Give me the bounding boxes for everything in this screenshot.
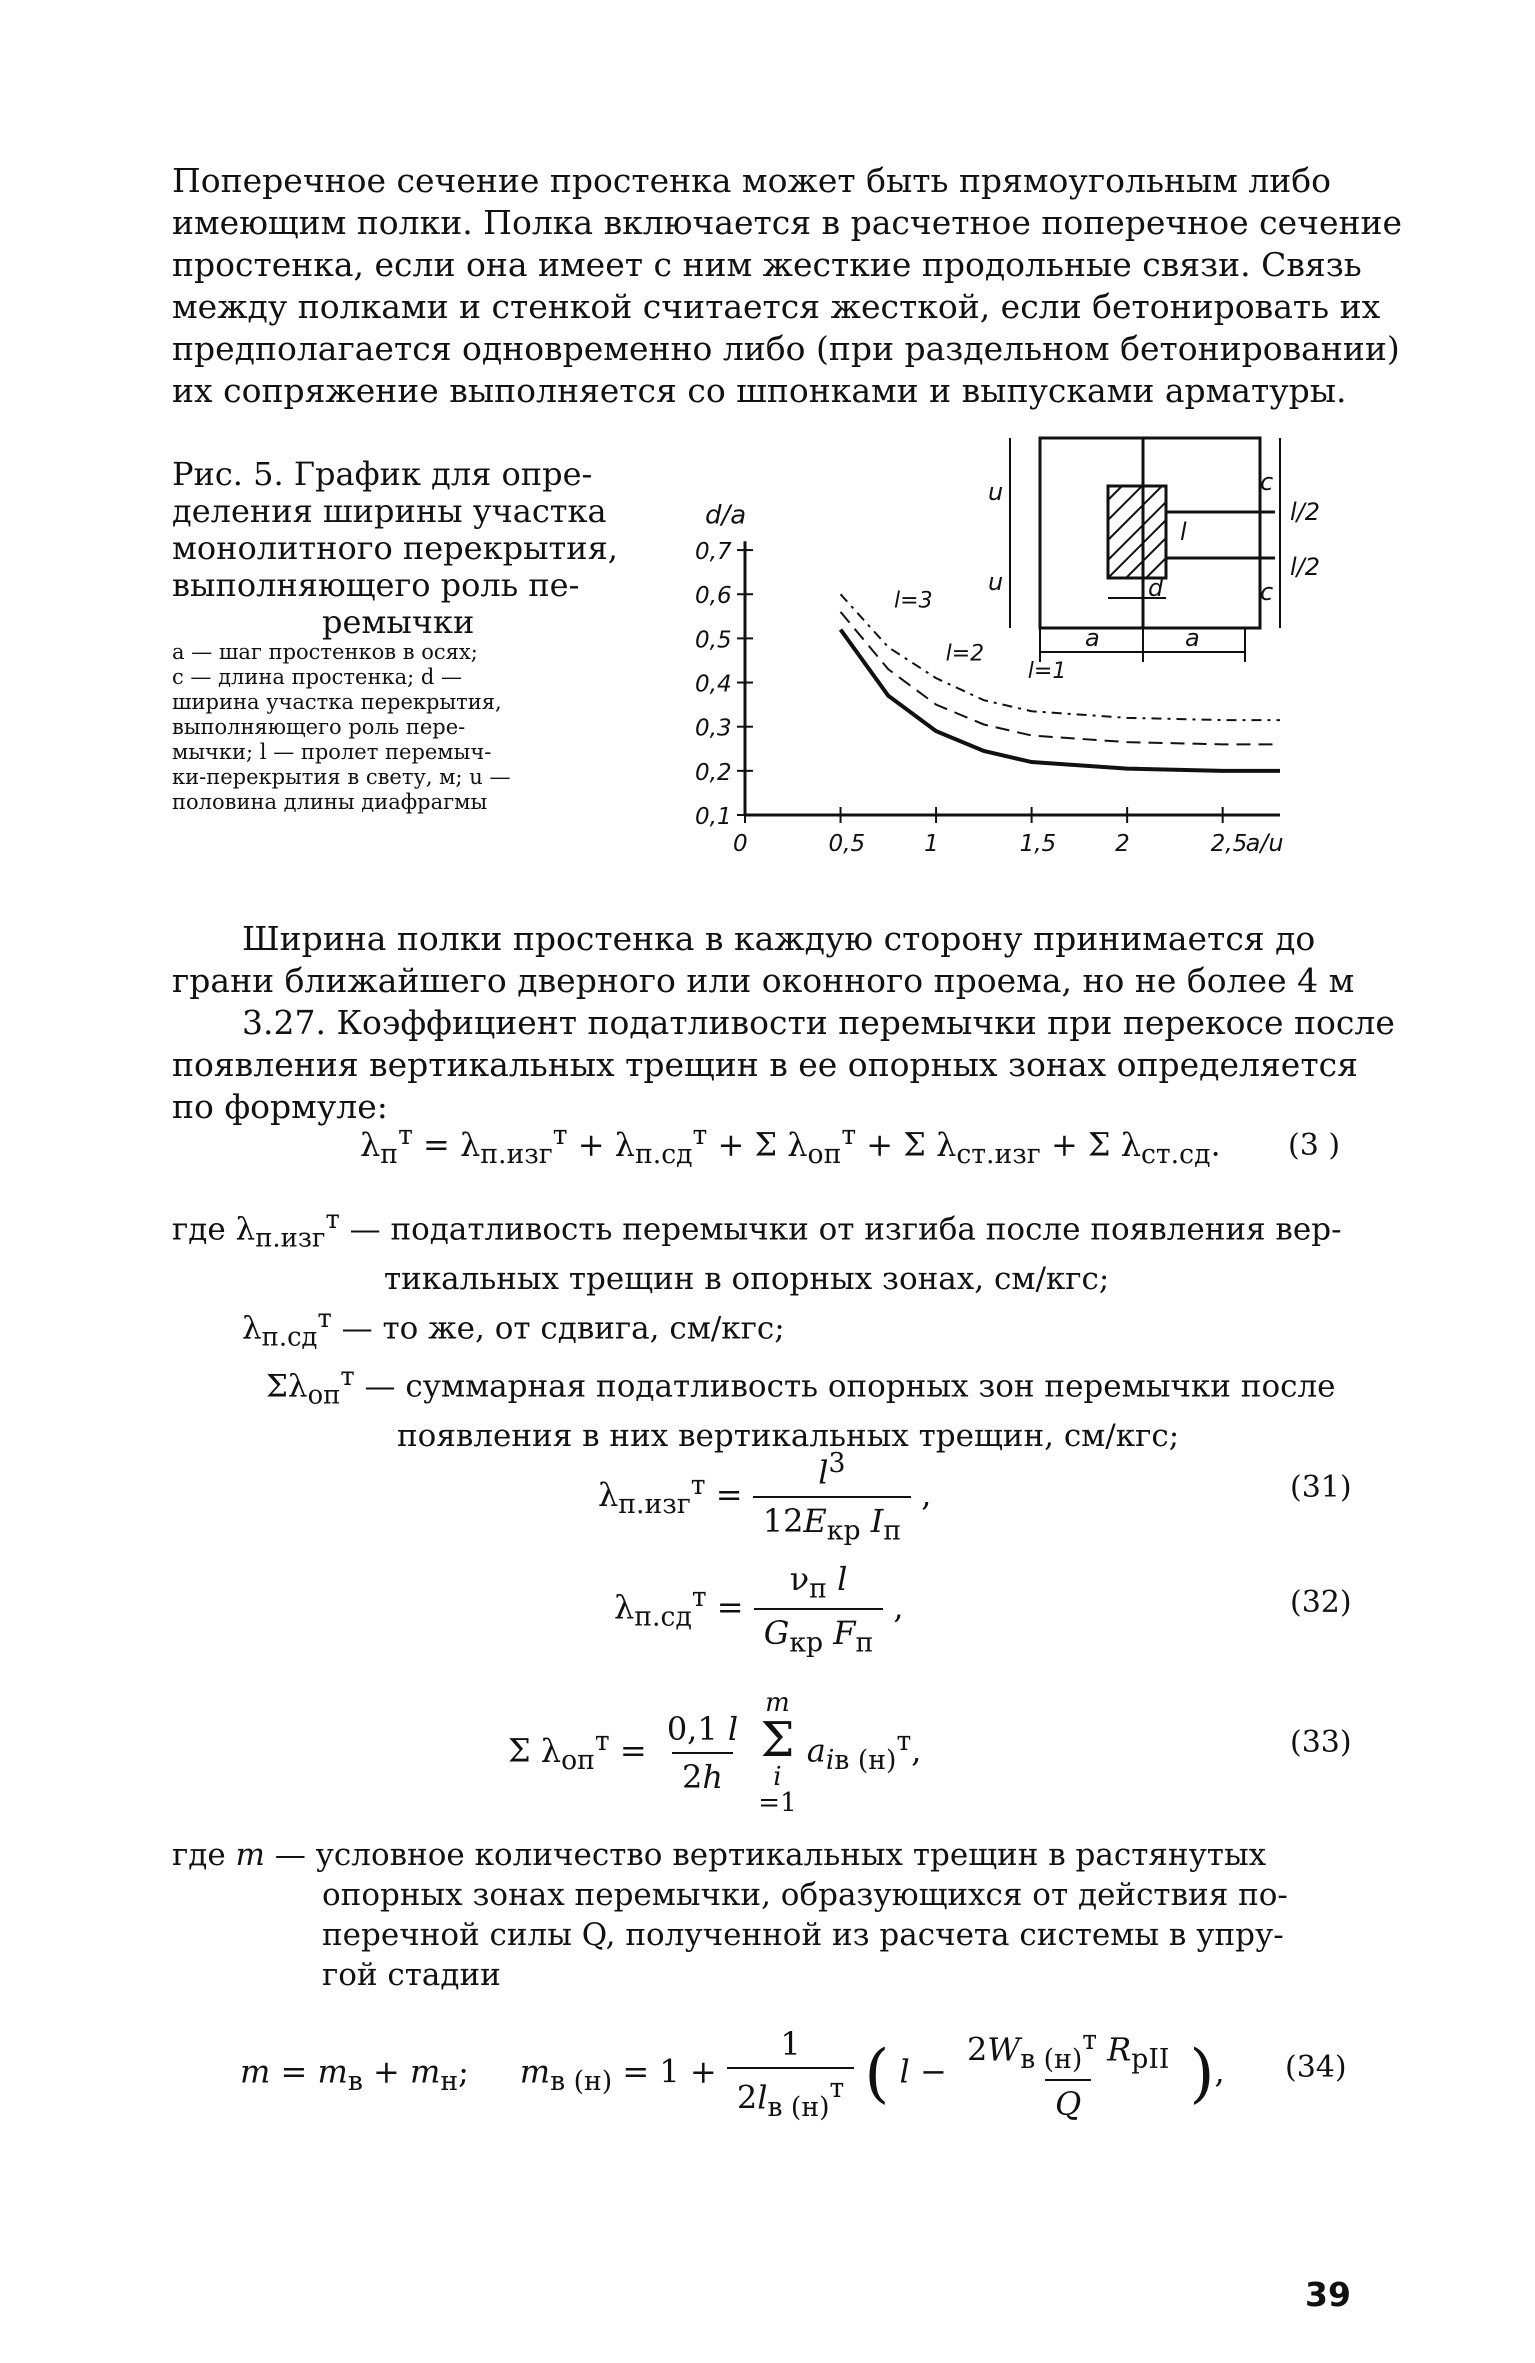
plan-diagram	[1010, 438, 1280, 662]
y-tick-label: 0,3	[695, 715, 732, 742]
y-tick-label: 0,1	[695, 804, 732, 830]
caption-line: c — длина простенка; d —	[172, 665, 462, 689]
text-line: предполагается одновременно либо (при раздельном бетонировании)	[172, 329, 1400, 368]
width-paragraph	[172, 918, 1362, 1002]
equation-30: $\lambda_п^т = \lambda_{п.изг}^т + \lambda_{п.сд}^т + \Sigma$ $\lambda_{оп}^т + \Sigma$ $\lambda_{ст.изг} + \Sigma$ $\lambda_{ст.сд}$.	[360, 1120, 1221, 1171]
text-line: имеющим полки. Полка включается в расчетное поперечное сечение	[172, 203, 1402, 242]
text-line: простенка, если она имеет с ним жесткие продольные связи. Связь	[172, 245, 1362, 284]
x-tick-label: 0	[733, 831, 748, 857]
text-line: появления вертикальных трещин в ее опорных зонах определяется	[172, 1045, 1358, 1084]
where-label: где	[172, 1837, 226, 1873]
x-tick-label: 0,5	[828, 831, 866, 857]
diagram-label-a: a	[1085, 624, 1100, 652]
definition-text: — податливость перемычки от изгиба после появления вер-	[349, 1211, 1342, 1248]
definition-text: перечной силы Q, полученной из расчета системы в упру-	[322, 1917, 1284, 1953]
equation-32: $\lambda_{п.сд}^т$ = $\frac{\nu_п l}{G_{кр} F_п}$ ,	[614, 1560, 904, 1659]
equation-number: (33)	[1290, 1725, 1352, 1760]
text-line: грани ближайшего дверного или оконного проема, но не более 4 м	[172, 961, 1355, 1000]
equation-number: (34)	[1285, 2050, 1347, 2085]
definition-text: — то же, от сдвига, см/кгс;	[341, 1309, 785, 1346]
hatch-lines	[1108, 486, 1166, 578]
caption-line: выполняющего роль пе-	[172, 566, 580, 604]
page-number: 39	[1305, 2275, 1351, 2314]
series-line	[841, 630, 1280, 771]
where-label: где	[172, 1211, 226, 1248]
curve-label: l=2	[945, 641, 985, 667]
x-tick-label: 2	[1115, 831, 1130, 857]
caption-line: ремычки	[322, 603, 475, 641]
diagram-label-c: c	[1260, 468, 1274, 496]
text-line: по формуле:	[172, 1087, 388, 1126]
x-tick-label: 2,5	[1210, 831, 1248, 857]
y-axis-label: d/a	[705, 500, 747, 531]
definition-text: опорных зонах перемычки, образующихся от действия по-	[322, 1877, 1288, 1913]
equation-31: $\lambda_{п.изг}^т$ = $\frac{l^3}{12E_{кр} I_п}$ ,	[598, 1448, 932, 1547]
diagram-label-a: a	[1185, 624, 1200, 652]
diagram-label-c: c	[1260, 578, 1274, 606]
fraction: $\frac{0,1 l}{2h}$	[666, 1710, 739, 1796]
caption-line: ки-перекрытия в свету, м; u —	[172, 765, 511, 789]
y-tick-label: 0,4	[695, 671, 732, 698]
definition-text: — суммарная податливость опорных зон перемычки после	[364, 1368, 1336, 1405]
equation-number: (31)	[1290, 1470, 1352, 1505]
caption-line: деления ширины участка	[172, 492, 607, 530]
y-tick-label: 0,5	[695, 627, 732, 654]
equation-number: (32)	[1290, 1585, 1352, 1620]
y-tick-label: 0,2	[695, 759, 732, 786]
diagram-label-u: u	[988, 568, 1004, 596]
section-paragraph	[172, 1002, 1395, 1128]
definition-text: тикальных трещин в опорных зонах, см/кгс;	[384, 1260, 1110, 1297]
figure-chart	[0, 0, 1535, 900]
text-line: 3.27. Коэффициент податливости перемычки при перекосе после	[242, 1003, 1395, 1042]
definition-text: — условное количество вертикальных трещин в растянутых	[274, 1837, 1267, 1873]
definitions-block: где m — условное количество вертикальных трещин в растянутых опорных зонах перемычки, образующихся от действия по- перечной силы Q, полученной из расчета системы в упру- гой стадии	[172, 1837, 1288, 1993]
text-line: Поперечное сечение простенка может быть прямоугольным либо	[172, 161, 1332, 200]
curve-label: l=3	[894, 588, 933, 614]
definitions-block: где $\lambda_{п.изг}^т$ — податливость перемычки от изгиба после появления вер- тикальных трещин в опорных зонах, см/кгс; $\lambda_{п.сд}^т$ — то же, от сдвига, см/кгс; $\Sigma\lambda_{оп}^т$ — суммарная податливость опорных зон перемычки после появления в них вертикальных трещин, см/кгс;	[172, 1205, 1342, 1454]
x-tick-label: 1,5	[1019, 831, 1057, 857]
equation-number: (3 )	[1288, 1128, 1341, 1163]
fraction: $\frac{1}{2l_{в (н)}^т}$	[727, 2025, 854, 2123]
equation-33: Σ $\lambda_{оп}^т$ = $\frac{0,1 l}{2h}$ m Σ i =1 $a_{iв (н)}^т$,	[508, 1688, 922, 1818]
x-tick-label: 1	[924, 831, 939, 857]
diagram-label-l2: l/2	[1290, 498, 1321, 526]
caption-line: a — шаг простенков в осях;	[172, 640, 478, 664]
definition-text: гой стадии	[322, 1957, 501, 1993]
diagram-label-u: u	[988, 478, 1004, 506]
fraction: $\frac{2W_{в (н)}^т R_{pII}}{Q}$	[966, 2025, 1170, 2124]
caption-line: выполняющего роль пере-	[172, 715, 466, 739]
caption-line: Рис. 5. График для опре-	[172, 455, 593, 493]
text-line: Ширина полки простенка в каждую сторону принимается до	[242, 919, 1316, 958]
caption-line: монолитного перекрытия,	[172, 529, 618, 567]
diagram-label-l2: l/2	[1290, 553, 1321, 581]
caption-line: мычки; l — пролет перемыч-	[172, 740, 492, 764]
diagram-label-d: d	[1148, 574, 1164, 602]
equation-34: $m = m_в + m_н$; $m_{в (н)} = 1$ + $\frac{1}{2l_{в (н)}^т}$ ( l − $\frac{2W_{в (н)}^т R_{pII}}{Q}$ ),	[240, 2025, 1225, 2124]
definition-text: появления в них вертикальных трещин, см/кгс;	[397, 1417, 1180, 1454]
fraction: $\frac{l^3}{12E_{кр} I_п}$	[753, 1448, 911, 1546]
diagram-label-l: l	[1180, 518, 1187, 546]
text-line: между полками и стенкой считается жесткой, если бетонировать их	[172, 287, 1381, 326]
fraction: $\frac{\nu_п l}{G_{кр} F_п}$	[754, 1560, 883, 1659]
text-line: их сопряжение выполняется со шпонками и выпусками арматуры.	[172, 371, 1347, 410]
curve-label: l=1	[1027, 659, 1067, 685]
caption-line: половина длины диафрагмы	[172, 790, 488, 814]
caption-line: ширина участка перекрытия,	[172, 690, 502, 714]
y-tick-label: 0,6	[695, 583, 732, 610]
plan-diagram-labels	[988, 468, 1320, 652]
y-tick-label: 0,7	[695, 539, 732, 566]
x-axis-label: a/u	[1245, 829, 1284, 857]
